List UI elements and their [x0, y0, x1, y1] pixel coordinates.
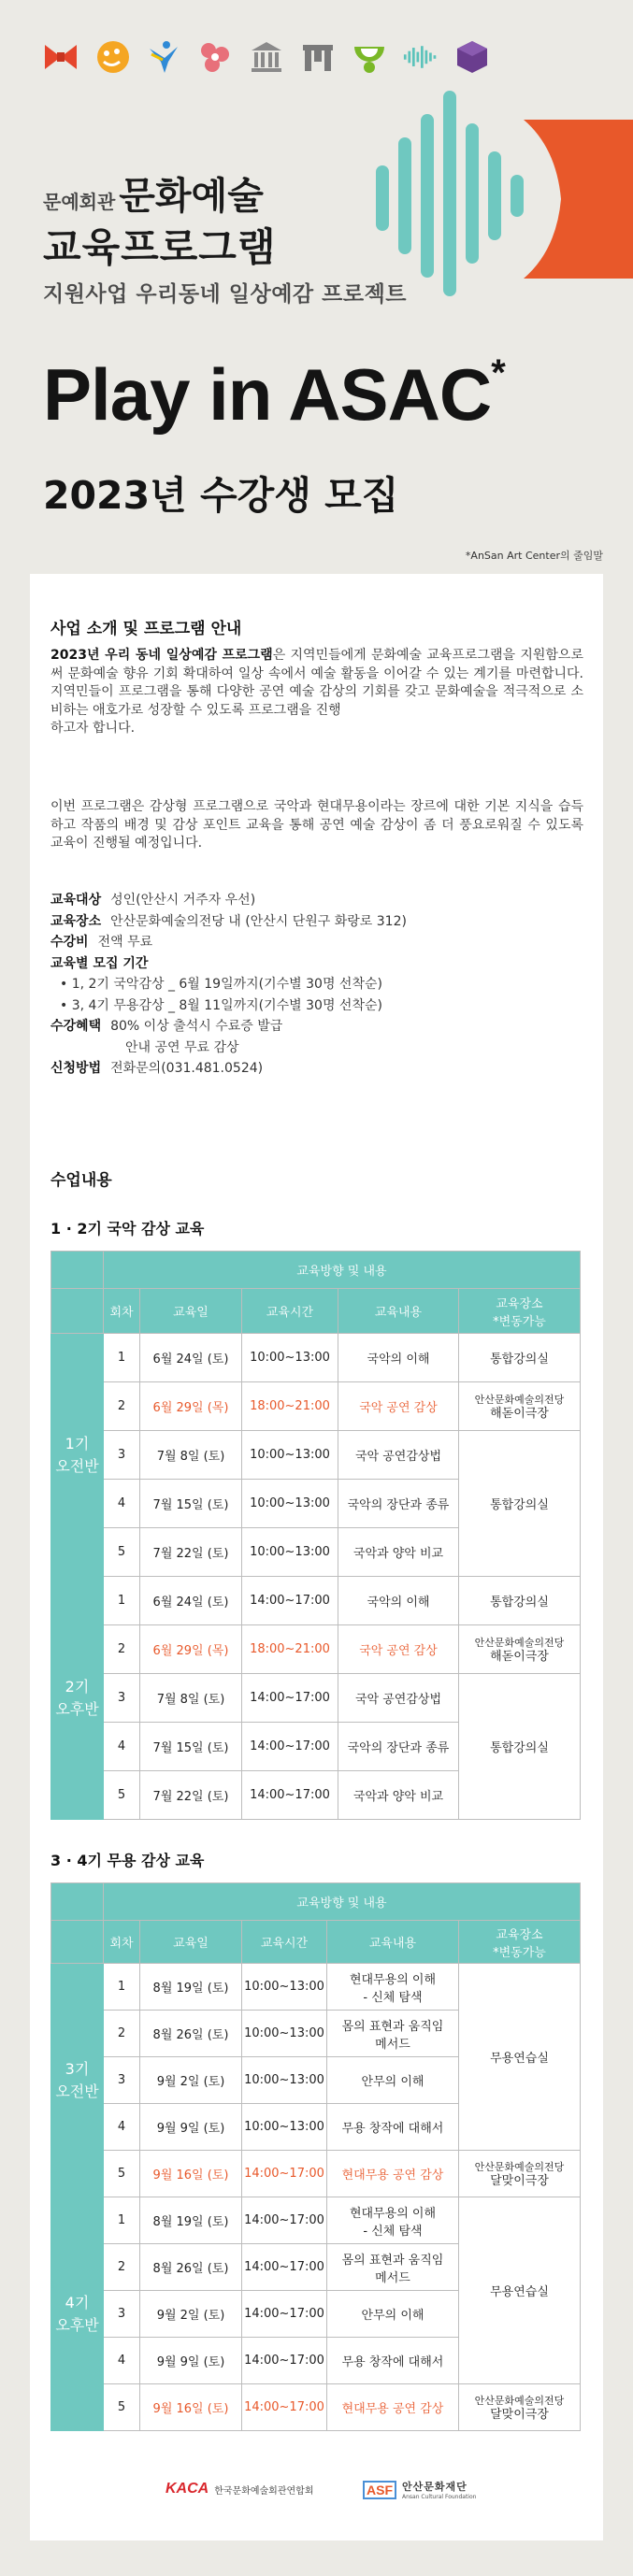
- round-cell: 1: [104, 1964, 140, 2011]
- sound-bars-graphic: [368, 86, 537, 301]
- info-place: 안산문화예술의전당 내 (안산시 단원구 화랑로 312): [110, 913, 407, 929]
- dance-schedule-table: [50, 1882, 581, 2431]
- round-cell: 1: [104, 1334, 140, 1382]
- red-bowtie-icon: [43, 39, 79, 75]
- time-cell: 14:00~17:00: [242, 1674, 338, 1723]
- hero-title-line1: 문화예술: [119, 175, 264, 218]
- content-cell: [327, 2011, 459, 2057]
- table1-method-header: 교육방향 및 내용: [104, 1252, 581, 1289]
- place-line: 달맞이극장: [490, 2173, 549, 2188]
- content-cell: 국악과 양악 비교: [338, 1528, 459, 1577]
- date-cell: 6월 24일 (토): [140, 1334, 242, 1382]
- recruit-title: 2023년 수강생 모집: [43, 473, 399, 518]
- info-period-label: 교육별 모집 기간: [50, 955, 149, 971]
- date-header: 교육일: [140, 1921, 242, 1964]
- footnote: *AnSan Art Center의 줄임말: [465, 550, 603, 562]
- content-cell: 국악 공연 감상: [338, 1625, 459, 1674]
- time-cell: 10:00~13:00: [242, 1431, 338, 1480]
- round-cell: 4: [104, 1480, 140, 1528]
- place-header-note: *변동가능: [493, 1314, 546, 1329]
- group-sub: 오전반: [55, 1456, 99, 1475]
- info-apply-label: 신청방법: [50, 1061, 102, 1076]
- kaca-logo: [165, 2481, 313, 2497]
- asf-text: [402, 2479, 476, 2500]
- time-header: 교육시간: [242, 1289, 338, 1334]
- time-cell: 14:00~17:00: [242, 1771, 338, 1820]
- place-cell: [459, 2151, 581, 2197]
- time-cell: 14:00~17:00: [242, 1577, 338, 1625]
- place-cell: 무용연습실: [459, 2197, 581, 2384]
- place-header: [459, 1921, 581, 1964]
- info-benefit-1: 80% 이상 출석시 수료증 발급: [110, 1019, 283, 1034]
- group-name: 2기: [65, 1677, 90, 1696]
- group-name: 1기: [65, 1434, 90, 1453]
- content-line: 현대무용의 이해: [349, 2206, 437, 2221]
- group-sub: 오후반: [55, 1699, 99, 1718]
- table-row: [51, 1334, 581, 1382]
- content-line: 몸의 표현과 움직임: [341, 2019, 444, 2034]
- asf-name: 안산문화재단: [402, 2481, 468, 2493]
- round-cell: 4: [104, 1723, 140, 1771]
- date-cell: 6월 29일 (목): [140, 1625, 242, 1674]
- info-fee: 전액 무료: [97, 935, 153, 950]
- kaca-mark: KACA: [165, 2481, 209, 2497]
- date-cell: 7월 22일 (토): [140, 1771, 242, 1820]
- group-label: [51, 1577, 104, 1820]
- content-cell: 국악의 이해: [338, 1334, 459, 1382]
- date-cell: 7월 8일 (토): [140, 1674, 242, 1723]
- date-cell: 9월 2일 (토): [140, 2291, 242, 2338]
- place-line: 안산문화예술의전당: [474, 2160, 565, 2173]
- date-cell: 7월 15일 (토): [140, 1480, 242, 1528]
- intro-paragraph-1: [50, 647, 583, 738]
- group-label: [51, 1334, 104, 1577]
- group-label: [51, 1964, 104, 2197]
- info-place-label: 교육장소: [50, 913, 102, 929]
- time-cell: 10:00~13:00: [242, 1528, 338, 1577]
- date-header: 교육일: [140, 1289, 242, 1334]
- date-cell: 7월 8일 (토): [140, 1431, 242, 1480]
- group-name: 3기: [65, 2059, 90, 2078]
- table-row: [51, 2384, 581, 2431]
- round-cell: 3: [104, 1674, 140, 1723]
- date-cell: 9월 16일 (토): [140, 2384, 242, 2431]
- kaca-name: 한국문화예술회관연합회: [214, 2485, 314, 2497]
- place-cell: 통합강의실: [459, 1334, 581, 1382]
- content-cell: [327, 2244, 459, 2291]
- table1-title: 1 · 2기 국악 감상 교육: [50, 1220, 205, 1238]
- round-cell: 4: [104, 2338, 140, 2384]
- place-line: 달맞이극장: [490, 2407, 549, 2422]
- date-cell: 8월 26일 (토): [140, 2011, 242, 2057]
- table-row: [51, 1382, 581, 1431]
- time-cell: 10:00~13:00: [242, 1964, 327, 2011]
- place-header-label: 교육장소: [496, 1296, 543, 1311]
- time-header: 교육시간: [242, 1921, 327, 1964]
- asf-mark: ASF: [363, 2481, 396, 2499]
- table1-corner: [51, 1252, 104, 1289]
- table2-corner: [51, 1883, 104, 1921]
- content-cell: 현대무용 공연 감상: [327, 2151, 459, 2197]
- place-cell: [459, 2384, 581, 2431]
- asf-logo: [363, 2479, 476, 2500]
- content-cell: [327, 2197, 459, 2244]
- date-cell: 9월 9일 (토): [140, 2104, 242, 2151]
- date-cell: 7월 22일 (토): [140, 1528, 242, 1577]
- info-fee-label: 수강비: [50, 935, 89, 950]
- pink-flower-icon: [197, 39, 233, 75]
- info-period-1: • 1, 2기 국악감상 _ 6월 19일까지(기수별 30명 선착순): [60, 977, 382, 992]
- time-cell: 10:00~13:00: [242, 2057, 327, 2104]
- purple-cube-icon: [454, 39, 490, 75]
- place-cell: [459, 1625, 581, 1674]
- time-cell: 14:00~17:00: [242, 2244, 327, 2291]
- content-cell: [327, 1964, 459, 2011]
- intro-paragraph-2: 이번 프로그램은 감상형 프로그램으로 국악과 현대무용이라는 장르에 대한 기본 지식을 습득하고 작품의 배경 및 감상 포인트 교육을 통해 공연 예술 감상이 좀 더 풍요로워질 수 있도록 교육이 진행될 예정입니다.: [50, 799, 583, 851]
- content-cell: 국악의 장단과 종류: [338, 1480, 459, 1528]
- info-apply: 전화문의(031.481.0524): [110, 1061, 264, 1076]
- content-cell: 국악 공연감상법: [338, 1431, 459, 1480]
- info-target-label: 교육대상: [50, 893, 102, 908]
- table-row: [51, 2197, 581, 2244]
- info-benefit-label: 수강혜택: [50, 1019, 102, 1034]
- place-cell: 무용연습실: [459, 1964, 581, 2151]
- table-row: [51, 2151, 581, 2197]
- gray-arch-icon: [300, 39, 336, 75]
- time-cell: 14:00~17:00: [242, 2291, 327, 2338]
- hero-subtitle: [43, 166, 264, 220]
- intro-highlight: 2023년 우리 동네 일상예감 프로그램: [50, 648, 273, 663]
- date-cell: 9월 2일 (토): [140, 2057, 242, 2104]
- main-title: [43, 352, 505, 436]
- time-cell: 10:00~13:00: [242, 2011, 327, 2057]
- place-line: 해돋이극장: [490, 1649, 549, 1664]
- classes-heading: 수업내용: [50, 1171, 112, 1190]
- content-line: 몸의 표현과 움직임: [341, 2253, 444, 2268]
- date-cell: 9월 16일 (토): [140, 2151, 242, 2197]
- blue-dancer-icon: [146, 39, 181, 75]
- main-title-text: Play in ASAC: [43, 353, 492, 436]
- content-cell: 무용 창작에 대해서: [327, 2104, 459, 2151]
- content-cell: 국악 공연감상법: [338, 1674, 459, 1723]
- content-line: - 신체 탐색: [363, 1990, 423, 2005]
- time-cell: 18:00~21:00: [242, 1382, 338, 1431]
- date-cell: 6월 29일 (목): [140, 1382, 242, 1431]
- info-period-2: • 3, 4기 무용감상 _ 8월 11일까지(기수별 30명 선착순): [60, 997, 382, 1013]
- table-row: [51, 1577, 581, 1625]
- round-cell: 2: [104, 1382, 140, 1431]
- time-cell: 14:00~17:00: [242, 2197, 327, 2244]
- place-header-label: 교육장소: [496, 1927, 543, 1942]
- gugak-schedule-table: [50, 1251, 581, 1820]
- round-cell: 3: [104, 2057, 140, 2104]
- info-target: 성인(안산시 거주자 우선): [110, 893, 256, 908]
- info-benefit-2: 안내 공연 무료 감상: [125, 1039, 239, 1055]
- date-cell: 8월 19일 (토): [140, 1964, 242, 2011]
- group-name: 4기: [65, 2293, 90, 2311]
- place-line: 안산문화예술의전당: [474, 1393, 565, 1406]
- main-title-mark: *: [491, 352, 505, 394]
- place-line: 해돋이극장: [490, 1406, 549, 1421]
- hero-title-line2: 교육프로그램: [43, 224, 277, 270]
- hero-prefix: 문예회관: [43, 191, 116, 213]
- content-cell: 국악과 양악 비교: [338, 1771, 459, 1820]
- time-cell: 14:00~17:00: [242, 2338, 327, 2384]
- group-sub: 오후반: [55, 2315, 99, 2334]
- table-row: [51, 1431, 581, 1480]
- content-cell: 안무의 이해: [327, 2291, 459, 2338]
- table1-group-header: [51, 1289, 104, 1334]
- round-cell: 4: [104, 2104, 140, 2151]
- group-sub: 오전반: [55, 2082, 99, 2100]
- content-line: 메서드: [375, 2270, 410, 2285]
- round-header: 회차: [104, 1289, 140, 1334]
- teal-wave-icon: [403, 39, 439, 75]
- orange-face-icon: [94, 39, 130, 75]
- round-cell: 1: [104, 2197, 140, 2244]
- time-cell: 10:00~13:00: [242, 1480, 338, 1528]
- date-cell: 9월 9일 (토): [140, 2338, 242, 2384]
- round-cell: 5: [104, 2151, 140, 2197]
- place-header-note: *변동가능: [493, 1945, 546, 1960]
- content-cell: 국악 공연 감상: [338, 1382, 459, 1431]
- time-cell: 14:00~17:00: [242, 1723, 338, 1771]
- time-cell: 14:00~17:00: [242, 2384, 327, 2431]
- table-row: [51, 1625, 581, 1674]
- green-bowl-icon: [352, 39, 387, 75]
- round-cell: 5: [104, 1528, 140, 1577]
- place-line: 안산문화예술의전당: [474, 2394, 565, 2407]
- asf-sub: Ansan Cultural Foundation: [402, 2494, 477, 2500]
- round-header: 회차: [104, 1921, 140, 1964]
- place-cell: 통합강의실: [459, 1577, 581, 1625]
- content-cell: 무용 창작에 대해서: [327, 2338, 459, 2384]
- hero-title-line3: 지원사업 우리동네 일상예감 프로젝트: [43, 282, 408, 307]
- place-cell: 통합강의실: [459, 1431, 581, 1577]
- place-cell: [459, 1382, 581, 1431]
- table-row: [51, 1674, 581, 1723]
- time-cell: 10:00~13:00: [242, 1334, 338, 1382]
- content-header: 교육내용: [338, 1289, 459, 1334]
- content-line: 현대무용의 이해: [349, 1972, 437, 1987]
- content-cell: 안무의 이해: [327, 2057, 459, 2104]
- content-cell: 국악의 장단과 종류: [338, 1723, 459, 1771]
- content-cell: 국악의 이해: [338, 1577, 459, 1625]
- content-cell: 현대무용 공연 감상: [327, 2384, 459, 2431]
- place-cell: 통합강의실: [459, 1674, 581, 1820]
- table2-group-header: [51, 1921, 104, 1964]
- intro-body: 은 지역민들에게 문화예술 교육프로그램을 지원함으로써 문화예술 향유 기회 확대하여 일상 속에서 예술 활동을 이어갈 수 있는 계기를 마련합니다. 지역민들이 프로그램을 통해 다양한 공연 예술 감상의 기회를 갖고 문화예술을 적극적으로 소비하는 애호가로 성장할 수 있도록 프로그램을 진행: [50, 648, 583, 718]
- round-cell: 2: [104, 1625, 140, 1674]
- round-cell: 5: [104, 2384, 140, 2431]
- gray-building-icon: [249, 39, 284, 75]
- round-cell: 1: [104, 1577, 140, 1625]
- date-cell: 7월 15일 (토): [140, 1723, 242, 1771]
- date-cell: 8월 19일 (토): [140, 2197, 242, 2244]
- speaker-graphic: [524, 120, 633, 279]
- intro-tail: 하고자 합니다.: [50, 721, 136, 736]
- table-row: [51, 1964, 581, 2011]
- place-header: [459, 1289, 581, 1334]
- date-cell: 8월 26일 (토): [140, 2244, 242, 2291]
- table2-title: 3 · 4기 무용 감상 교육: [50, 1852, 205, 1869]
- time-cell: 18:00~21:00: [242, 1625, 338, 1674]
- round-cell: 5: [104, 1771, 140, 1820]
- time-cell: 14:00~17:00: [242, 2151, 327, 2197]
- icon-row: [43, 39, 490, 75]
- content-line: - 신체 탐색: [363, 2224, 423, 2239]
- intro-heading: 사업 소개 및 프로그램 안내: [50, 620, 242, 638]
- content-line: 메서드: [375, 2037, 410, 2052]
- time-cell: 10:00~13:00: [242, 2104, 327, 2151]
- round-cell: 2: [104, 2244, 140, 2291]
- place-line: 안산문화예술의전당: [474, 1636, 565, 1649]
- content-header: 교육내용: [327, 1921, 459, 1964]
- round-cell: 2: [104, 2011, 140, 2057]
- round-cell: 3: [104, 1431, 140, 1480]
- date-cell: 6월 24일 (토): [140, 1577, 242, 1625]
- round-cell: 3: [104, 2291, 140, 2338]
- group-label: [51, 2197, 104, 2431]
- program-info: [50, 890, 574, 1080]
- table2-method-header: 교육방향 및 내용: [104, 1883, 581, 1921]
